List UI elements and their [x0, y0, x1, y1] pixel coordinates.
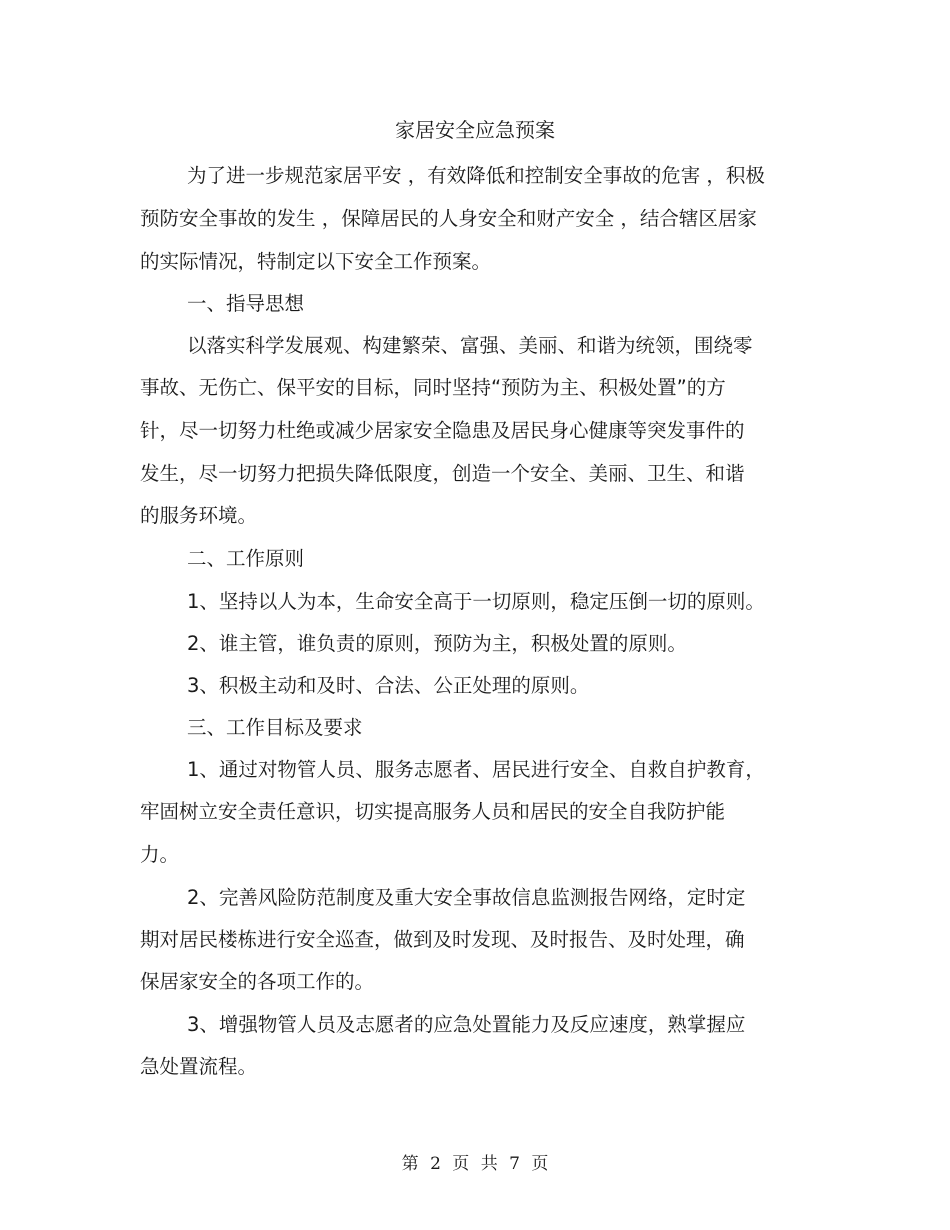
section-heading: 一、指导思想 [187, 292, 305, 315]
document-title: 家居安全应急预案 [395, 118, 555, 142]
list-item: 2、完善风险防范制度及重大安全事故信息监测报告网络，定时定 [187, 886, 746, 909]
list-item: 3、增强物管人员及志愿者的应急处置能力及反应速度，熟掌握应 [187, 1013, 746, 1036]
list-item: 1、通过对物管人员、服务志愿者、居民进行安全、自救自护教育， [187, 758, 765, 781]
paragraph-line: 牢固树立安全责任意识，切实提高服务人员和居民的安全自我防护能 [140, 800, 726, 823]
paragraph-line: 针，尽一切努力杜绝或减少居家安全隐患及居民身心健康等突发事件的 [140, 419, 745, 442]
paragraph-line: 保居家安全的各项工作的。 [140, 970, 375, 993]
page-footer: 第 2 页 共 7 页 [401, 1154, 549, 1174]
paragraph-line: 期对居民楼栋进行安全巡查，做到及时发现、及时报告、及时处理，确 [140, 928, 745, 951]
paragraph-line: 的服务环境。 [140, 504, 258, 527]
section-heading: 二、工作原则 [187, 547, 305, 570]
paragraph-line: 预防安全事故的发生 ，保障居民的人身安全和财产安全 ，结合辖区居家 [140, 207, 757, 230]
list-item: 1、坚持以人为本，生命安全高于一切原则，稳定压倒一切的原则。 [187, 590, 765, 613]
paragraph-line: 力。 [140, 843, 180, 866]
section-heading: 三、工作目标及要求 [187, 716, 363, 739]
paragraph-line: 的实际情况，特制定以下安全工作预案。 [140, 250, 492, 273]
list-item: 2、谁主管，谁负责的原则，预防为主，积极处置的原则。 [187, 632, 687, 655]
paragraph-line: 发生，尽一切努力把损失降低限度，创造一个安全、美丽、卫生、和谐 [140, 462, 745, 485]
paragraph-line: 事故、无伤亡、保平安的目标，同时坚持“预防为主、积极处置”的方 [140, 376, 726, 399]
list-item: 3、积极主动和及时、合法、公正处理的原则。 [187, 674, 590, 697]
paragraph-line: 以落实科学发展观、构建繁荣、富强、美丽、和谐为统领，围绕零 [187, 334, 753, 357]
paragraph-line: 为了进一步规范家居平安 ，有效降低和控制安全事故的危害 ，积极 [187, 164, 765, 187]
paragraph-line: 急处置流程。 [140, 1055, 258, 1078]
